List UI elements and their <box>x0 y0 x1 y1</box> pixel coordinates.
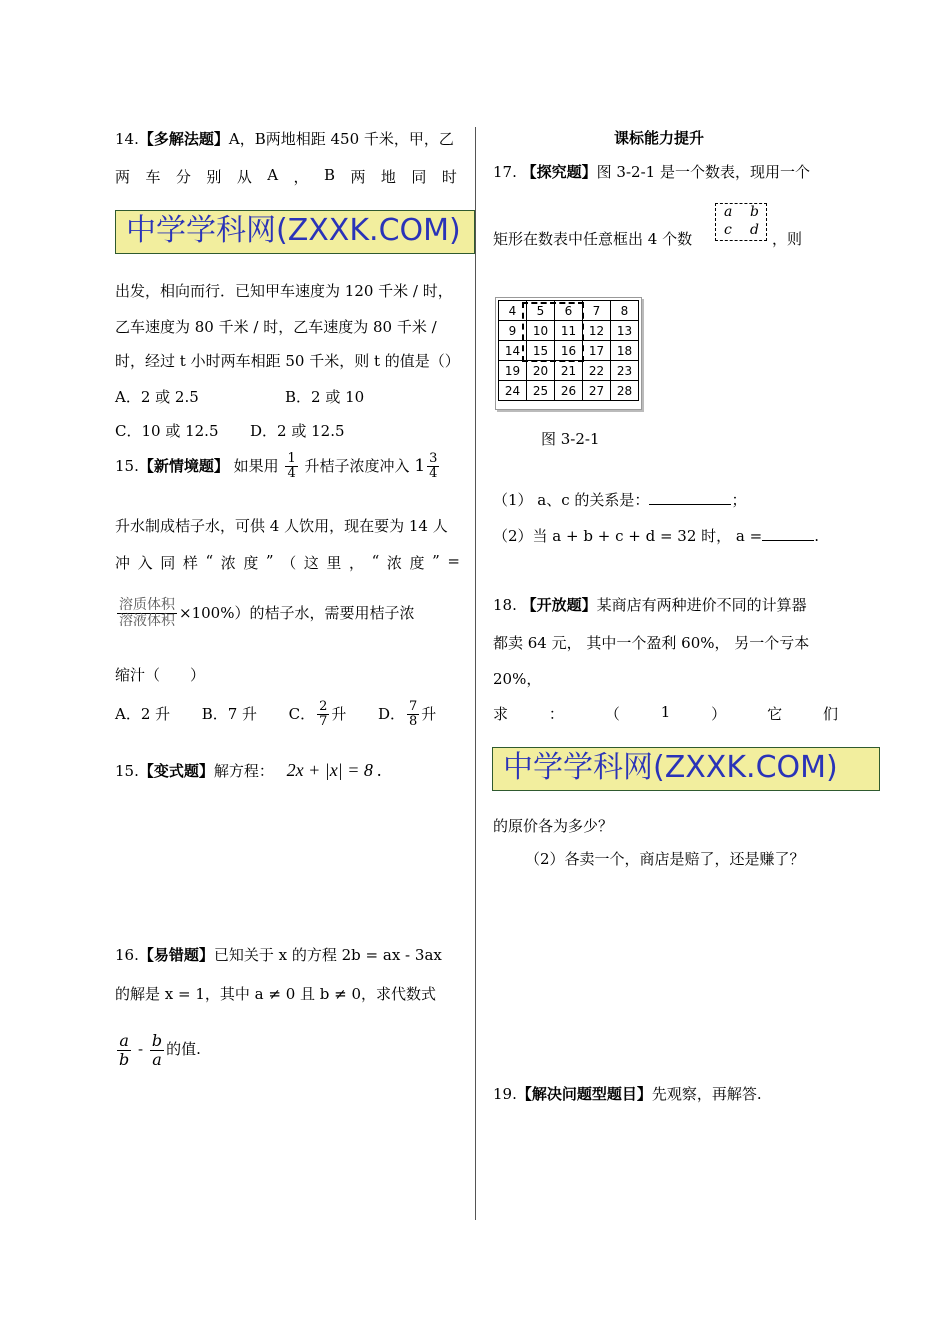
q18-line4-char: 们 <box>822 705 838 723</box>
q17-tag: 【探究题】 <box>521 163 597 181</box>
q19-number: 19. <box>493 1085 517 1103</box>
q14-line2-char: 从 <box>236 168 252 186</box>
q15a-fraction-1: $\frac{1}{4}$ <box>287 451 296 482</box>
q15a-mid: 升桔子浓度冲入 <box>304 456 410 475</box>
q15a-line3-char: 里 <box>326 554 342 572</box>
q14-line5: 时，经过 t 小时两车相距 50 千米，则 t 的值是（） <box>115 352 460 370</box>
q18-line2: 都卖 64 元， 其中一个盈利 60%， 另一个亏本 <box>493 634 810 652</box>
q15a-pre: 如果用 <box>233 456 279 475</box>
column-divider <box>475 127 476 1220</box>
q16-line1-text: 已知关于 x 的方程 2b = ax - 3ax <box>213 946 442 964</box>
q15b-line <box>115 760 382 781</box>
q15a-line1 <box>115 452 441 482</box>
q17-line1 <box>493 161 810 182</box>
q18-line1-text: 某商店有两种进价不同的计算器 <box>596 596 807 614</box>
q15a-whole: 1 <box>414 455 426 476</box>
q16-tail: 的值. <box>166 1040 201 1059</box>
q15a-line4 <box>115 598 414 630</box>
table-cell: 24 <box>499 381 527 401</box>
watermark-banner-2 <box>492 747 880 791</box>
q17-number: 17. <box>493 163 517 181</box>
table-cell: 28 <box>611 381 639 401</box>
q14-line2-char: 两 <box>350 168 366 186</box>
q14-option-c: C．10 或 12.5 <box>115 422 219 440</box>
q14-line2-char: 别 <box>206 168 222 186</box>
q14-line2-char: 两 <box>115 168 131 186</box>
q14-line2-char: 同 <box>411 168 427 186</box>
table-cell: 21 <box>555 361 583 381</box>
q18-number: 18. <box>493 596 517 614</box>
q15b-text: 解方程： <box>213 762 274 780</box>
q15a-ratio: $\frac{\text{溶质体积}}{\text{溶液体积}}$ <box>119 597 175 630</box>
table-cell: 19 <box>499 361 527 381</box>
q15a-line3-char: “ <box>371 552 380 570</box>
q15a-line3-char: 这 <box>303 554 319 572</box>
q16-line3 <box>115 1032 201 1068</box>
q15a-line3-char: 浓 <box>220 554 236 572</box>
q16-number: 16. <box>115 946 139 964</box>
q15a-line3-char: = <box>447 552 460 570</box>
q15a-option-b: B．7 升 <box>201 704 258 723</box>
q17-sub1: （1） a、c 的关系是： ； <box>493 491 747 509</box>
q17-sub2: （2）当 a + b + c + d = 32 时， a = . <box>493 527 819 545</box>
q15a-line3-char: ” <box>432 552 440 570</box>
q17-number-table-frame <box>495 297 642 410</box>
q18-line4-char: 它 <box>767 705 783 723</box>
table-cell: 12 <box>583 321 611 341</box>
q15a-line3-char: ， <box>349 554 365 572</box>
q18-line4-char: ： <box>548 705 564 723</box>
q17-sub1-blank[interactable] <box>649 490 731 505</box>
q15a-line2: 升水制成桔子水，可供 4 人饮用，现在要为 14 人 <box>115 517 448 535</box>
q18-line3: 20%， <box>493 670 542 688</box>
q17-caption: 图 3-2-1 <box>541 430 600 448</box>
table-cell: 13 <box>611 321 639 341</box>
q15a-fraction-2: $\frac{3}{4}$ <box>429 451 438 482</box>
table-cell: 15 <box>527 341 555 361</box>
q15a-line3-char: 浓 <box>386 554 402 572</box>
q16-fraction-2: $\frac{b}{a}$ <box>151 1031 163 1069</box>
table-cell: 16 <box>555 341 583 361</box>
q14-option-d: D．2 或 12.5 <box>250 422 345 440</box>
q15a-line3-char: ” <box>265 552 274 570</box>
q15a-number: 15. <box>115 456 139 475</box>
q14-tag: 【多解法题】 <box>138 130 229 148</box>
q15a-line3-char: 样 <box>182 554 198 572</box>
q14-line2 <box>115 166 457 187</box>
q14-line2-char: 车 <box>145 168 161 186</box>
q15a-line3-char: 度 <box>409 554 425 572</box>
table-cell: 14 <box>499 341 527 361</box>
table-cell: 27 <box>583 381 611 401</box>
q15a-options <box>115 700 436 730</box>
watermark-banner <box>115 210 475 254</box>
q15a-line3-char: 入 <box>137 554 153 572</box>
q15a-option-c: C． $\frac{2}{7}$ 升 <box>288 699 347 730</box>
q18-line4-char: 求 <box>493 705 509 723</box>
table-cell: 22 <box>583 361 611 381</box>
q18-line4 <box>493 703 838 724</box>
q16-minus: - <box>138 1040 144 1059</box>
q17-dashed-selection <box>522 302 584 362</box>
q16-fraction-1: $\frac{a}{b}$ <box>119 1031 130 1069</box>
q15a-line3-char: 度 <box>243 554 259 572</box>
table-cell: 26 <box>555 381 583 401</box>
q19-text: 先观察，再解答. <box>651 1085 762 1103</box>
q15a-option-d: D． $\frac{7}{8}$ 升 <box>377 699 437 730</box>
table-cell: 10 <box>527 321 555 341</box>
q18-line5: 的原价各为多少？ <box>493 817 614 835</box>
q14-line2-char: A <box>267 166 279 184</box>
q15a-option-a: A．2 升 <box>115 704 171 723</box>
q15a-line4-text: ×100%）的桔子水，需要用桔子浓 <box>179 603 415 622</box>
q14-line2-char: B <box>324 166 336 184</box>
table-cell: 4 <box>499 301 527 321</box>
q14-line1 <box>115 128 454 149</box>
q15a-line3 <box>115 552 460 573</box>
q14-line3: 出发，相向而行．已知甲车速度为 120 千米 / 时， <box>115 282 453 300</box>
q14-number: 14. <box>115 130 139 148</box>
q17-abcd-box: a b c d <box>715 203 767 241</box>
q17-sub2-blank[interactable] <box>762 526 814 541</box>
q15b-tag: 【变式题】 <box>138 762 214 780</box>
q15a-tag: 【新情境题】 <box>138 456 229 475</box>
q17-line2-tail: ，则 <box>772 230 803 248</box>
section-title: 课标能力提升 <box>614 129 705 147</box>
q15a-line3-char: 冲 <box>115 554 131 572</box>
q17-line2: 矩形在数表中任意框出 4 个数 <box>493 230 693 248</box>
q14-line1-text: A，B两地相距 450 千米，甲，乙 <box>228 130 454 148</box>
q16-tag: 【易错题】 <box>138 946 214 964</box>
q18-line6: （2）各卖一个，商店是赔了，还是赚了？ <box>525 850 805 868</box>
table-row <box>499 381 639 401</box>
table-cell: 5 <box>527 301 555 321</box>
q14-line2-char: 分 <box>175 168 191 186</box>
q14-line2-char: 时 <box>441 168 457 186</box>
table-cell: 18 <box>611 341 639 361</box>
table-cell: 11 <box>555 321 583 341</box>
table-cell: 23 <box>611 361 639 381</box>
q16-line1 <box>115 944 442 965</box>
q15b-number: 15. <box>115 762 139 780</box>
table-cell: 8 <box>611 301 639 321</box>
q16-line2: 的解是 x = 1，其中 a ≠ 0 且 b ≠ 0，求代数式 <box>115 985 437 1003</box>
q18-line4-char: 1 <box>660 703 671 721</box>
table-row <box>499 361 639 381</box>
banner-text-2: 中学学科网(ZXXK.COM) <box>503 750 838 785</box>
q14-option-b: B．2 或 10 <box>285 388 365 406</box>
table-cell: 25 <box>527 381 555 401</box>
q17-line1-text: 图 3-2-1 是一个数表，现用一个 <box>596 163 810 181</box>
q14-line4: 乙车速度为 80 千米 / 时，乙车速度为 80 千米 / <box>115 318 437 336</box>
q15b-equation: 2x + |x| = 8 . <box>286 760 382 780</box>
q17-sub1-text: （1） a、c 的关系是： <box>493 491 650 509</box>
q18-line4-char: ） <box>711 705 727 723</box>
q15a-line3-char: （ <box>281 554 297 572</box>
table-cell: 7 <box>583 301 611 321</box>
q18-line1 <box>493 594 807 615</box>
q18-line4-char: （ <box>604 705 620 723</box>
q14-line2-char: 地 <box>380 168 396 186</box>
q19-tag: 【解决问题型题目】 <box>516 1085 652 1103</box>
table-cell: 17 <box>583 341 611 361</box>
q15a-line3-char: 同 <box>160 554 176 572</box>
q14-option-a: A．2 或 2.5 <box>115 388 199 406</box>
q17-sub2-text: （2）当 a + b + c + d = 32 时， a = <box>493 527 763 545</box>
q19-line <box>493 1083 762 1104</box>
table-cell: 6 <box>555 301 583 321</box>
banner-text: 中学学科网(ZXXK.COM) <box>126 213 461 248</box>
q15a-line3-char: “ <box>205 552 214 570</box>
table-cell: 9 <box>499 321 527 341</box>
q18-tag: 【开放题】 <box>521 596 597 614</box>
table-cell: 20 <box>527 361 555 381</box>
q15a-line5: 缩汁（ ） <box>115 666 206 684</box>
q14-line2-char: ， <box>293 168 309 186</box>
